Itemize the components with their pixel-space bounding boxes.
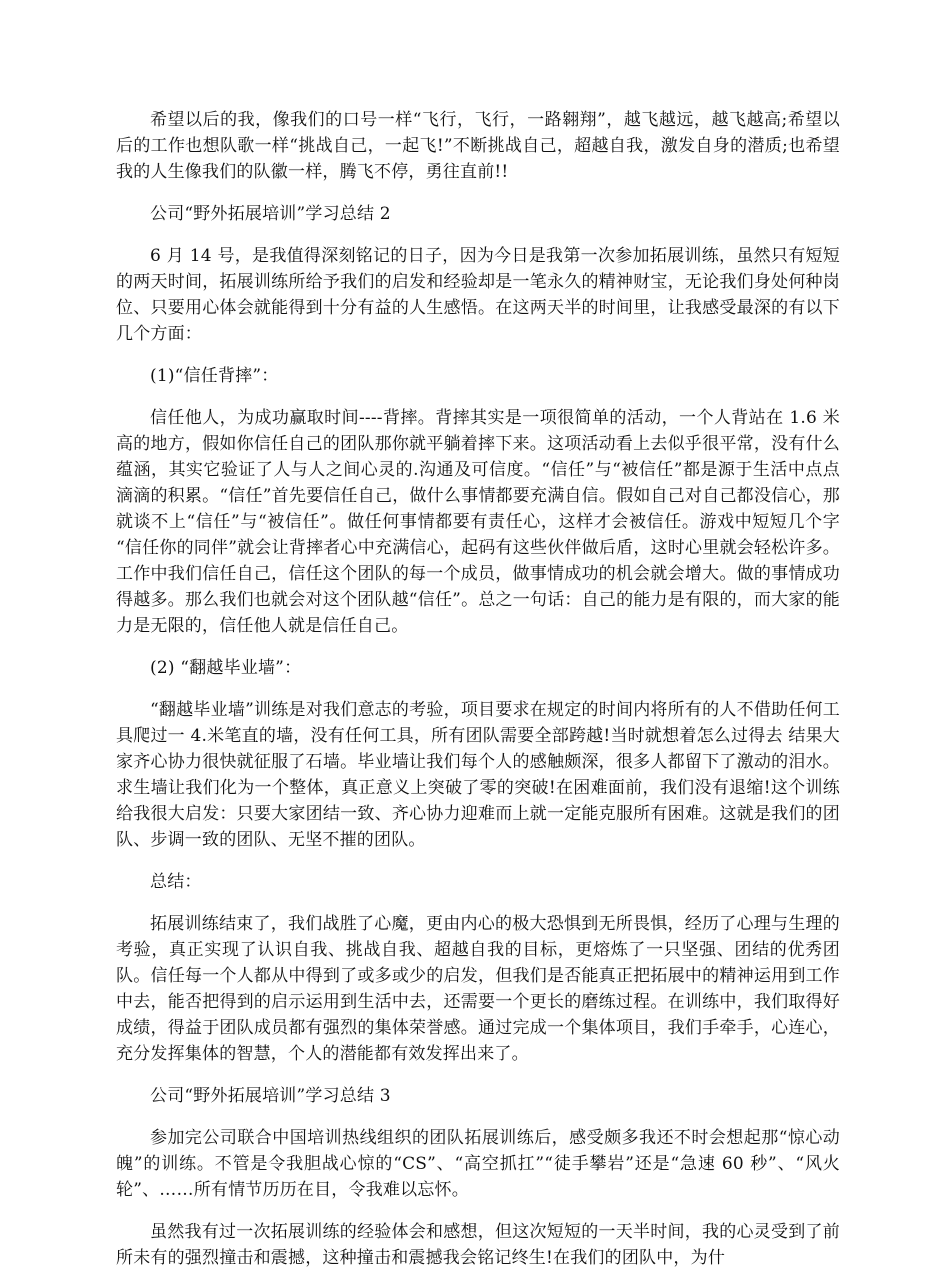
heading-conclusion: 总结： xyxy=(150,872,202,892)
paragraph-hope: 希望以后的我，像我们的口号一样“飞行，飞行，一路翱翔”，越飞越远，越飞越高;希望以后的工作也想队歌一样“挑战自己，一起飞!”不断挑战自己，超越自我，激发自身的潜质;也希望我的人生像我们的队徽一样，腾飞不停，勇往直前!! xyxy=(116,110,840,182)
paragraph-graduation-wall: “翻越毕业墙”训练是对我们意志的考验，项目要求在规定的时间内将所有的人不借助任何工具爬过一 4.米笔直的墙，没有任何工具，所有团队需要全部跨越!当时就想着怎么过得去 结果大家齐心协力很快就征服了石墙。毕业墙让我们每个人的感触颇深，很多人都留下了激动的泪水。求生墙让我们化为一个整体，真正意义上突破了零的突破!在困难面前，我们没有退缩!这个训练给我很大启发：只要大家团结一致、齐心协力迎难而上就一定能克服所有困难。这就是我们的团队、步调一致的团队、无坚不摧的团队。 xyxy=(116,700,840,850)
heading-trust-fall: (1)“信任背摔”： xyxy=(150,366,279,386)
paragraph-june-14: 6 月 14 号，是我值得深刻铭记的日子，因为今日是我第一次参加拓展训练，虽然只有短短的两天时间，拓展训练所给予我们的启发和经验却是一笔永久的精神财宝，无论我们身处何种岗位、只要用心体会就能得到十分有益的人生感悟。在这两天半的时间里，让我感受最深的有以下几个方面： xyxy=(116,246,840,344)
document-page xyxy=(116,107,840,1287)
heading-summary-2: 公司“野外拓展培训”学习总结 2 xyxy=(150,204,391,224)
heading-summary-3: 公司“野外拓展培训”学习总结 3 xyxy=(150,1086,391,1106)
paragraph-experience: 虽然我有过一次拓展训练的经验体会和感想，但这次短短的一天半时间，我的心灵受到了前所未有的强烈撞击和震撼，这种撞击和震撼我会铭记终生!在我们的团队中，为什 xyxy=(116,1222,840,1268)
paragraph-trust-fall: 信任他人，为成功赢取时间----背摔。背摔其实是一项很简单的活动，一个人背站在 1.6 米高的地方，假如你信任自己的团队那你就平躺着摔下来。这项活动看上去似乎很平常，没有什么蕴涵，其实它验证了人与人之间心灵的.沟通及可信度。“信任”与“被信任”都是源于生活中点点滴滴的积累。“信任”首先要信任自己，做什么事情都要充满自信。假如自己对自己都没信心，那就谈不上“信任”与“被信任”。做任何事情都要有责任心，这样才会被信任。游戏中短短几个字 “信任你的同伴”就会让背摔者心中充满信心，起码有这些伙伴做后盾，这时心里就会轻松许多。工作中我们信任自己，信任这个团队的每一个成员，做事情成功的机会就会增大。做的事情成功得越多。那么我们也就会对这个团队越“信任”。总之一句话：自己的能力是有限的，而大家的能力是无限的，信任他人就是信任自己。 xyxy=(116,408,840,636)
paragraph-training-recap: 参加完公司联合中国培训热线组织的团队拓展训练后，感受颇多我还不时会想起那“惊心动魄”的训练。不管是令我胆战心惊的“CS”、“高空抓扛”“徒手攀岩”还是“急速 60 秒”、“风火轮”、……所有情节历历在目，令我难以忘怀。 xyxy=(116,1128,840,1200)
paragraph-conclusion: 拓展训练结束了，我们战胜了心魔，更由内心的极大恐惧到无所畏惧，经历了心理与生理的考验，真正实现了认识自我、挑战自我、超越自我的目标，更熔炼了一只坚强、团结的优秀团队。信任每一个人都从中得到了或多或少的启发，但我们是否能真正把拓展中的精神运用到工作中去，能否把得到的启示运用到生活中去，还需要一个更长的磨练过程。在训练中，我们取得好成绩，得益于团队成员都有强烈的集体荣誉感。通过完成一个集体项目，我们手牵手，心连心，充分发挥集体的智慧，个人的潜能都有效发挥出来了。 xyxy=(116,914,840,1064)
heading-graduation-wall: (2) “翻越毕业墙”： xyxy=(150,658,302,678)
